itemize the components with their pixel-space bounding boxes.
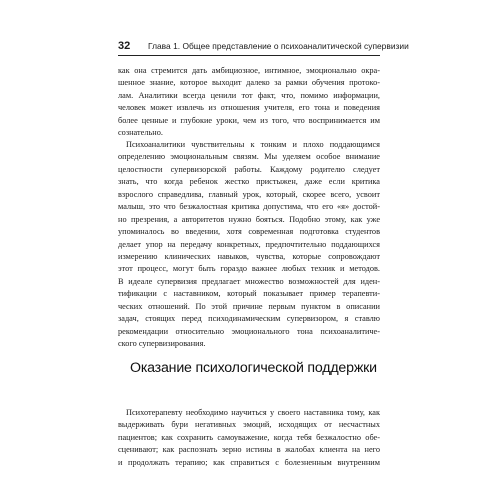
text-line: целостности супервизорской работы. Каждому родителю следует (118, 164, 380, 174)
paragraph-2 (118, 139, 380, 350)
text-line: лам. Аналитики всегда ценили тот факт, что, помимо информации, (118, 90, 380, 100)
text-line: и продолжать терапию; как справиться с болезненным внутренним (118, 457, 380, 467)
text-line: упоминалось во введении, хотя современная подготовка студентов (118, 227, 380, 237)
header-rule (118, 55, 380, 56)
section-heading: Оказание психологической поддержки (130, 360, 377, 376)
text-line: взрослого справедлива, главный урок, который, скорее всего, усвоит (118, 189, 380, 199)
running-title: Глава 1. Общее представление о психоаналитической супервизии (148, 41, 409, 51)
text-line: измерению клинических навыков, чувства, которые сопровождают (118, 251, 380, 261)
paragraph-3 (118, 407, 380, 469)
text-line: сознательно. (118, 128, 163, 138)
text-line: Психотерапевту необходимо научиться у своего наставника тому, как (126, 408, 380, 417)
page-number: 32 (118, 40, 131, 52)
text-line: Психоаналитики чувствительны к тонким и плохо поддающимся (126, 140, 380, 149)
text-line: как она стремится дать амбициозное, интимное, эмоционально окра- (118, 66, 380, 75)
text-line: но презрения, а авторитетов нужно бояться. Подобно этому, как уже (118, 214, 380, 224)
text-line: сценивают; как распознать зерно истины в жалобах клиента на него (118, 445, 380, 455)
running-header (118, 40, 409, 60)
text-line: ского супервизирования. (118, 339, 206, 348)
text-line: более ценные и глубокие уроки, чем из того, что воспринимается им (118, 115, 380, 125)
text-line: человек может извлечь из отношения учителя, его тона и поведения (118, 103, 380, 113)
text-line: ческих отношений. По этой причине первым пунктом в описании (118, 301, 380, 311)
text-line: шенное знание, которое выходит далеко за рамки обучения протоко- (118, 78, 380, 88)
text-line: тификации с наставником, который показывает пример терапевти- (118, 289, 380, 299)
text-line: пациентов; как сохранить самоуважение, когда тебя безжалостно обе- (118, 432, 380, 442)
text-line: выдерживать бури негативных эмоций, исходящих от несчастных (118, 420, 380, 430)
text-line: рекомендации относительно эмоционального тона психоаналитиче- (118, 326, 380, 336)
text-line: этот процесс, могут быть гораздо важнее любых техник и методов. (118, 264, 380, 274)
text-line: определению эмоциональным связям. Мы уделяем особое внимание (118, 152, 380, 162)
text-line: знать, что когда ребенок жестко пристыжен, даже если критика (118, 177, 380, 187)
text-line: делает упор на передачу конкретных, предпочтительно поддающихся (118, 239, 380, 249)
paragraph-1 (118, 65, 380, 140)
text-line: малыш, это что безжалостная критика допустима, что его «я» достой- (118, 202, 380, 212)
text-line: В идеале супервизия предлагает множество возможностей для иден- (118, 276, 380, 286)
text-line: задач, стоящих перед психодинамическим супервизором, я ставлю (118, 314, 380, 324)
